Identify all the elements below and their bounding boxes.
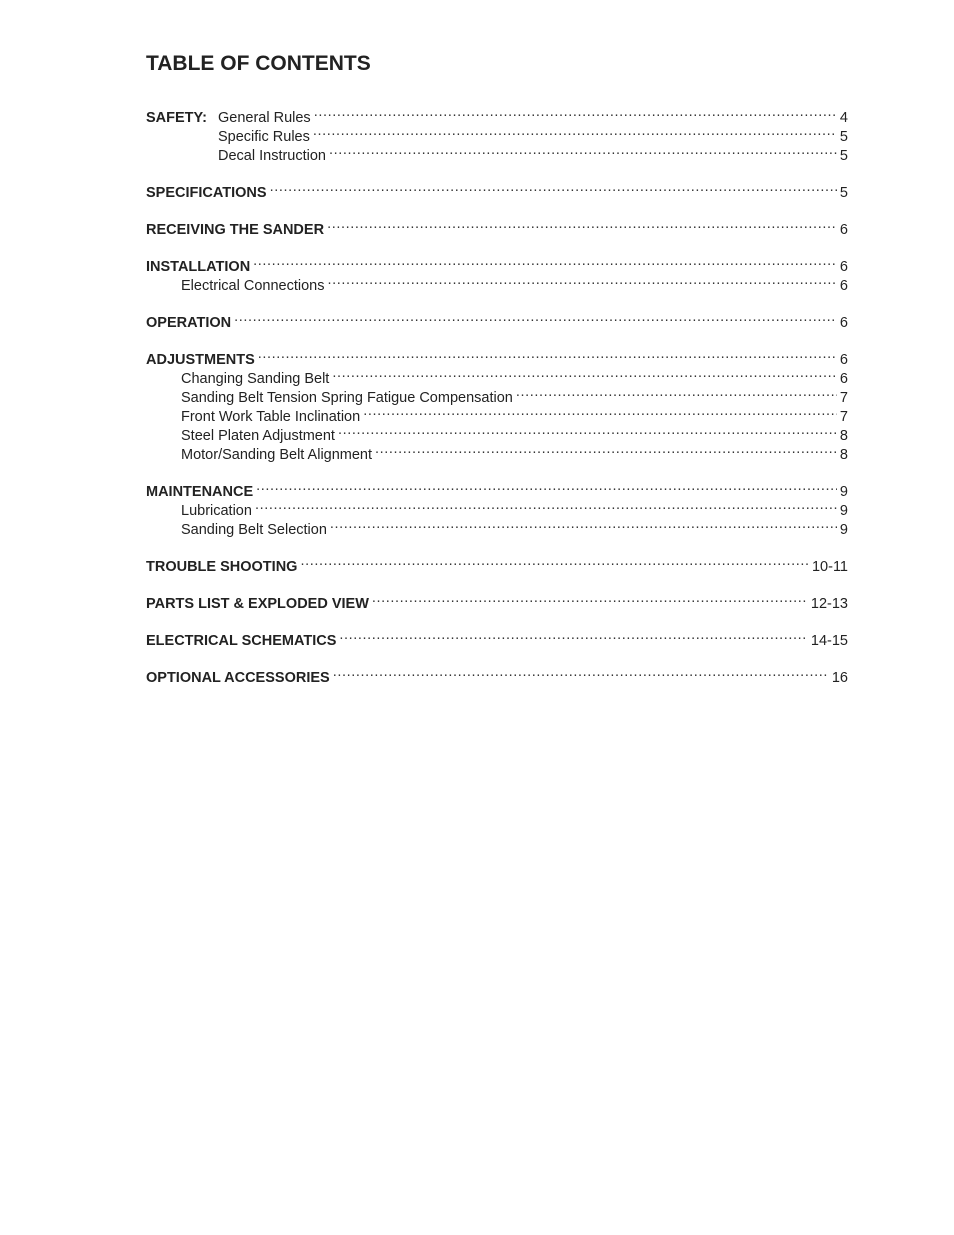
toc-entry-parts-list[interactable] <box>146 589 848 612</box>
toc-entry-adjustments[interactable] <box>146 345 848 368</box>
dot-leader <box>327 271 836 290</box>
toc-entry-optional-accessories[interactable] <box>146 663 848 686</box>
toc-page-number: 5 <box>839 129 848 145</box>
toc-entry-label: General Rules <box>218 110 311 126</box>
toc-entry-label: Lubrication <box>181 503 252 519</box>
toc-page-number: 5 <box>839 185 848 201</box>
toc-page-number: 7 <box>839 390 848 406</box>
toc-section-label: SAFETY: <box>146 110 207 126</box>
dot-leader <box>330 515 837 534</box>
toc-entry-installation[interactable] <box>146 252 848 275</box>
dot-leader <box>253 252 837 271</box>
dot-leader <box>327 215 837 234</box>
toc-section-specifications <box>146 178 848 201</box>
dot-leader <box>313 122 837 141</box>
toc-entry-label: Motor/Sanding Belt Alignment <box>181 447 373 463</box>
toc-entry-trouble-shooting[interactable] <box>146 552 848 575</box>
toc-entry-maintenance[interactable] <box>146 477 848 500</box>
toc-entry-specifications[interactable] <box>146 178 848 201</box>
toc-section-safety <box>146 103 848 164</box>
toc-page-number: 16 <box>831 670 848 686</box>
toc-entry-label: Electrical Connections <box>181 278 325 294</box>
toc-section-label: MAINTENANCE <box>146 484 254 500</box>
toc-page-number: 6 <box>839 315 848 331</box>
toc-entry-label: Specific Rules <box>218 129 310 145</box>
toc-page-number: 4 <box>839 110 848 126</box>
dot-leader <box>516 383 837 402</box>
toc-page <box>146 52 848 700</box>
dot-leader <box>339 626 808 645</box>
toc-section-receiving <box>146 215 848 238</box>
toc-section-label: SPECIFICATIONS <box>146 185 267 201</box>
dot-leader <box>258 345 837 364</box>
toc-page-number: 7 <box>839 409 848 425</box>
toc-page-number: 9 <box>839 484 848 500</box>
toc-page-number: 9 <box>839 503 848 519</box>
toc-page-number: 14-15 <box>810 633 848 649</box>
toc-section-operation <box>146 308 848 331</box>
toc-section-label: PARTS LIST & EXPLODED VIEW <box>146 596 369 612</box>
dot-leader <box>333 663 829 682</box>
toc-page-number: 6 <box>839 352 848 368</box>
toc-page-number: 6 <box>839 259 848 275</box>
toc-page-number: 9 <box>839 522 848 538</box>
dot-leader <box>256 477 837 496</box>
dot-leader <box>234 308 837 327</box>
toc-entry-label: Changing Sanding Belt <box>181 371 330 387</box>
toc-section-label: TROUBLE SHOOTING <box>146 559 298 575</box>
toc-page-number: 6 <box>839 371 848 387</box>
toc-page-number: 5 <box>839 148 848 164</box>
dot-leader <box>363 402 837 421</box>
toc-entry-receiving[interactable] <box>146 215 848 238</box>
dot-leader <box>372 589 808 608</box>
dot-leader <box>314 103 837 122</box>
dot-leader <box>332 364 837 383</box>
page-title: TABLE OF CONTENTS <box>146 52 371 75</box>
toc-section-adjustments <box>146 345 848 463</box>
toc-section-label: ADJUSTMENTS <box>146 352 255 368</box>
toc-section-maintenance <box>146 477 848 538</box>
toc-entry-electrical-schematics[interactable] <box>146 626 848 649</box>
toc-section-label: OPTIONAL ACCESSORIES <box>146 670 330 686</box>
toc-entry-general-rules[interactable] <box>146 103 848 126</box>
toc-page-number: 6 <box>839 278 848 294</box>
toc-entry-operation[interactable] <box>146 308 848 331</box>
toc-section-trouble-shooting <box>146 552 848 575</box>
toc-section-label: ELECTRICAL SCHEMATICS <box>146 633 337 649</box>
toc-section-label: INSTALLATION <box>146 259 251 275</box>
toc-entry-label: Front Work Table Inclination <box>181 409 361 425</box>
dot-leader <box>338 421 837 440</box>
toc-entry-label: Decal Instruction <box>218 148 326 164</box>
toc-entry-label: Steel Platen Adjustment <box>181 428 335 444</box>
dot-leader <box>255 496 837 515</box>
toc-section-electrical-schematics <box>146 626 848 649</box>
toc-entry-label: Sanding Belt Tension Spring Fatigue Compensation <box>181 390 513 406</box>
dot-leader <box>375 440 837 459</box>
toc-section-parts-list <box>146 589 848 612</box>
toc-page-number: 8 <box>839 428 848 444</box>
toc-page-number: 12-13 <box>810 596 848 612</box>
toc-page-number: 8 <box>839 447 848 463</box>
toc-page-number: 6 <box>839 222 848 238</box>
toc-section-installation <box>146 252 848 294</box>
toc-section-label: RECEIVING THE SANDER <box>146 222 325 238</box>
toc-section-label: OPERATION <box>146 315 232 331</box>
toc-section-optional-accessories <box>146 663 848 686</box>
toc-page-number: 10-11 <box>811 559 848 575</box>
dot-leader <box>300 552 809 571</box>
dot-leader <box>329 141 837 160</box>
toc-entry-label: Sanding Belt Selection <box>181 522 327 538</box>
dot-leader <box>270 178 837 197</box>
